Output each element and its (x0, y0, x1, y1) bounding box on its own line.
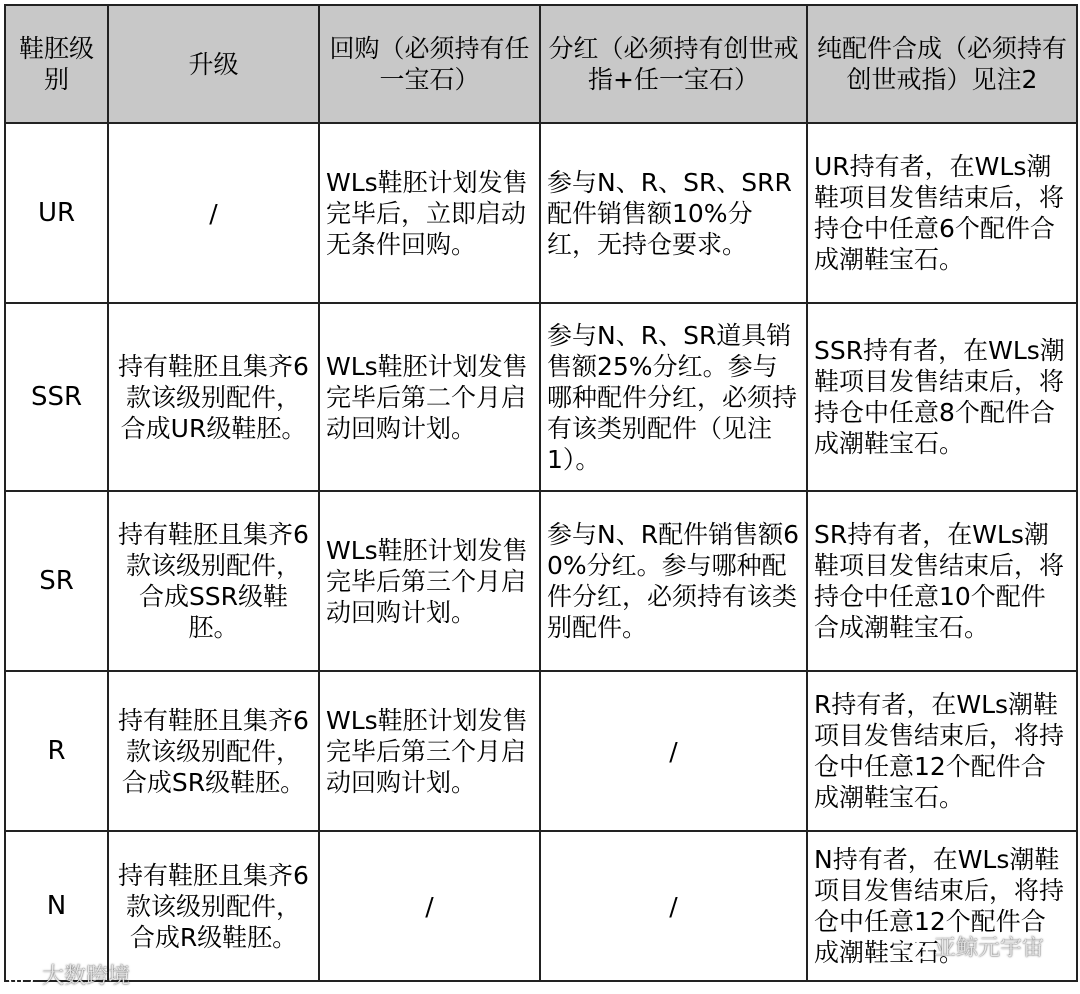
buyback-cell: WLs鞋胚计划发售完毕后第三个月启动回购计划。 (319, 491, 540, 671)
buyback-cell: WLs鞋胚计划发售完毕后第三个月启动回购计划。 (319, 671, 540, 831)
grade-cell: SR (5, 491, 108, 671)
upgrade-cell: 持有鞋胚且集齐6款该级别配件，合成SSR级鞋胚。 (108, 491, 319, 671)
synthesis-cell: SSR持有者，在WLs潮鞋项目发售结束后，将持仓中任意8个配件合成潮鞋宝石。 (807, 303, 1077, 491)
table-row (5, 491, 1077, 671)
buyback-cell: WLs鞋胚计划发售完毕后，立即启动无条件回购。 (319, 123, 540, 303)
wechat-icon (900, 936, 930, 962)
watermark-right-text: 亚鲸元宇宙 (933, 936, 1044, 961)
dividend-cell: 参与N、R、SR道具销售额25%分红。参与哪种配件分红，必须持有该类别配件（见注1）。 (540, 303, 807, 491)
dividend-cell: / (540, 831, 807, 981)
synthesis-cell: R持有者，在WLs潮鞋项目发售结束后，将持仓中任意12个配件合成潮鞋宝石。 (807, 671, 1077, 831)
buyback-cell: / (319, 831, 540, 981)
rules-table (4, 4, 1078, 982)
dividend-cell: 参与N、R配件销售额60%分红。参与哪种配件分红，必须持有该类别配件。 (540, 491, 807, 671)
header-grade: 鞋胚级别 (5, 5, 108, 123)
grade-cell: SSR (5, 303, 108, 491)
grade-cell: R (5, 671, 108, 831)
grade-cell: N (5, 831, 108, 981)
header-upgrade: 升级 (108, 5, 319, 123)
header-row (5, 5, 1077, 123)
header-synthesis: 纯配件合成（必须持有创世戒指）见注2 (807, 5, 1077, 123)
header-buyback: 回购（必须持有任一宝石） (319, 5, 540, 123)
dividend-cell: / (540, 671, 807, 831)
synthesis-cell: N持有者，在WLs潮鞋项目发售结束后，将持仓中任意12个配件合成潮鞋宝石。 (807, 831, 1077, 981)
buyback-cell: WLs鞋胚计划发售完毕后第二个月启动回购计划。 (319, 303, 540, 491)
table-row (5, 303, 1077, 491)
header-dividend: 分红（必须持有创世戒指+任一宝石） (540, 5, 807, 123)
watermark-left (8, 959, 130, 990)
dividend-cell: 参与N、R、SR、SRR配件销售额10%分红，无持仓要求。 (540, 123, 807, 303)
weibo-icon (8, 964, 38, 990)
watermark-right (900, 931, 1044, 962)
table-row (5, 123, 1077, 303)
table-row (5, 671, 1077, 831)
watermark-left-text: 大数跨境 (42, 964, 131, 989)
synthesis-cell: SR持有者，在WLs潮鞋项目发售结束后，将持仓中任意10个配件合成潮鞋宝石。 (807, 491, 1077, 671)
upgrade-cell: 持有鞋胚且集齐6款该级别配件，合成UR级鞋胚。 (108, 303, 319, 491)
upgrade-cell: / (108, 123, 319, 303)
grade-cell: UR (5, 123, 108, 303)
synthesis-cell: UR持有者，在WLs潮鞋项目发售结束后，将持仓中任意6个配件合成潮鞋宝石。 (807, 123, 1077, 303)
upgrade-cell: 持有鞋胚且集齐6款该级别配件，合成SR级鞋胚。 (108, 671, 319, 831)
upgrade-cell: 持有鞋胚且集齐6款该级别配件，合成R级鞋胚。 (108, 831, 319, 981)
